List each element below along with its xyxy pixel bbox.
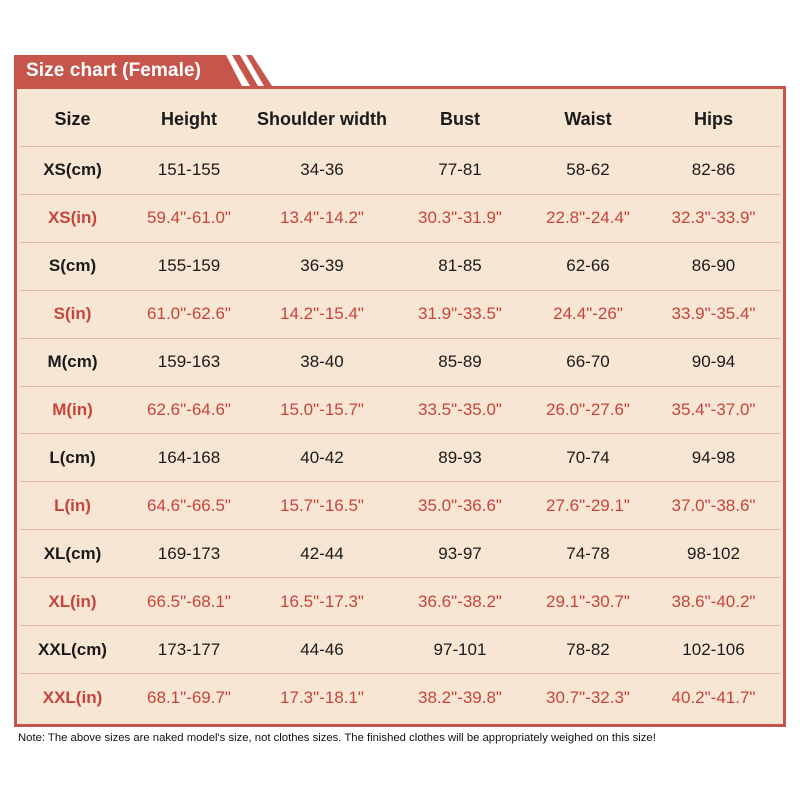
cell-bust: 33.5"-35.0" <box>418 400 502 420</box>
cell-shoulder-width: 40-42 <box>300 447 344 467</box>
table-row <box>20 578 780 626</box>
cell-shoulder-width: 15.0"-15.7" <box>280 400 364 420</box>
cell-height: 64.6"-66.5" <box>147 495 231 515</box>
cell-hips: 35.4"-37.0" <box>671 400 756 420</box>
footnote: Note: The above sizes are naked model's size, not clothes sizes. The finished clothes will be appropriately weighed on this size! <box>18 732 656 744</box>
cell-waist: 22.8"-24.4" <box>546 208 630 228</box>
cell-shoulder-width: 34-36 <box>300 160 344 180</box>
cell-bust: 93-97 <box>438 543 482 563</box>
cell-shoulder-width: 38-40 <box>300 352 344 372</box>
cell-waist: 24.4"-26" <box>553 304 623 324</box>
cell-size: XXL(cm) <box>38 639 107 659</box>
header-row <box>20 92 780 147</box>
cell-waist: 58-62 <box>566 160 610 180</box>
cell-height: 155-159 <box>157 256 221 276</box>
cell-size: L(cm) <box>49 447 96 467</box>
cell-height: 59.4"-61.0" <box>147 208 231 228</box>
cell-size: S(in) <box>53 304 92 324</box>
cell-hips: 86-90 <box>691 256 736 276</box>
cell-height: 173-177 <box>157 639 221 659</box>
cell-waist: 26.0"-27.6" <box>546 400 630 420</box>
cell-size: M(cm) <box>47 352 98 372</box>
cell-height: 169-173 <box>157 543 221 563</box>
cell-shoulder-width: 14.2"-15.4" <box>280 304 364 324</box>
cell-shoulder-width: 16.5"-17.3" <box>280 591 364 611</box>
cell-size: S(cm) <box>48 256 97 276</box>
cell-hips: 37.0"-38.6" <box>671 495 756 515</box>
header-height: Height <box>161 108 217 129</box>
cell-size: XL(in) <box>48 591 97 611</box>
cell-hips: 82-86 <box>691 160 736 180</box>
cell-size: M(in) <box>52 400 93 420</box>
cell-hips: 98-102 <box>687 543 740 563</box>
table-row <box>20 243 780 291</box>
size-table <box>14 86 786 727</box>
cell-bust: 97-101 <box>433 639 487 659</box>
cell-size: XS(cm) <box>43 160 102 180</box>
cell-shoulder-width: 13.4"-14.2" <box>280 208 364 228</box>
table-row <box>20 530 780 578</box>
cell-bust: 89-93 <box>438 447 482 467</box>
cell-waist: 78-82 <box>566 639 610 659</box>
header-hips: Hips <box>693 108 733 129</box>
cell-size: XXL(in) <box>42 687 103 707</box>
table-row <box>20 147 780 195</box>
table-row <box>20 482 780 530</box>
cell-waist: 27.6"-29.1" <box>546 495 630 515</box>
table-row <box>20 387 780 435</box>
cell-shoulder-width: 36-39 <box>300 256 344 276</box>
cell-bust: 81-85 <box>438 256 482 276</box>
cell-height: 151-155 <box>157 160 221 180</box>
cell-height: 68.1"-69.7" <box>147 687 231 707</box>
cell-hips: 32.3"-33.9" <box>671 208 756 228</box>
cell-bust: 36.6"-38.2" <box>418 591 502 611</box>
chart-title: Size chart (Female) <box>26 60 202 81</box>
cell-hips: 102-106 <box>682 639 745 659</box>
cell-bust: 31.9"-33.5" <box>418 304 502 324</box>
cell-bust: 38.2"-39.8" <box>418 687 502 707</box>
header-shoulder-width: Shoulder width <box>257 108 387 129</box>
header-size: Size <box>54 108 91 129</box>
cell-waist: 62-66 <box>566 256 610 276</box>
header-bust: Bust <box>440 108 480 129</box>
cell-bust: 77-81 <box>438 160 482 180</box>
table-row <box>20 626 780 674</box>
header-waist: Waist <box>564 108 612 129</box>
table-row <box>20 674 780 721</box>
cell-height: 164-168 <box>157 447 221 467</box>
cell-waist: 30.7"-32.3" <box>546 687 630 707</box>
cell-bust: 30.3"-31.9" <box>418 208 502 228</box>
cell-waist: 74-78 <box>566 543 610 563</box>
cell-size: L(in) <box>54 495 91 515</box>
cell-hips: 40.2"-41.7" <box>671 687 756 707</box>
cell-shoulder-width: 44-46 <box>300 639 344 659</box>
table-row <box>20 291 780 339</box>
cell-waist: 66-70 <box>566 352 610 372</box>
table-row <box>20 434 780 482</box>
table-row <box>20 339 780 387</box>
cell-bust: 85-89 <box>438 352 482 372</box>
cell-hips: 33.9"-35.4" <box>671 304 756 324</box>
cell-height: 66.5"-68.1" <box>147 591 231 611</box>
cell-height: 61.0"-62.6" <box>147 304 231 324</box>
cell-hips: 90-94 <box>691 352 736 372</box>
cell-size: XS(in) <box>47 208 98 228</box>
cell-shoulder-width: 17.3"-18.1" <box>280 687 364 707</box>
cell-height: 159-163 <box>157 352 221 372</box>
cell-shoulder-width: 15.7"-16.5" <box>280 495 364 515</box>
cell-waist: 29.1"-30.7" <box>546 591 630 611</box>
cell-hips: 94-98 <box>691 447 736 467</box>
table-row <box>20 195 780 243</box>
cell-bust: 35.0"-36.6" <box>418 495 502 515</box>
size-grid <box>20 92 780 721</box>
cell-height: 62.6"-64.6" <box>147 400 231 420</box>
cell-size: XL(cm) <box>43 543 102 563</box>
cell-hips: 38.6"-40.2" <box>671 591 756 611</box>
cell-shoulder-width: 42-44 <box>300 543 344 563</box>
cell-waist: 70-74 <box>566 447 610 467</box>
